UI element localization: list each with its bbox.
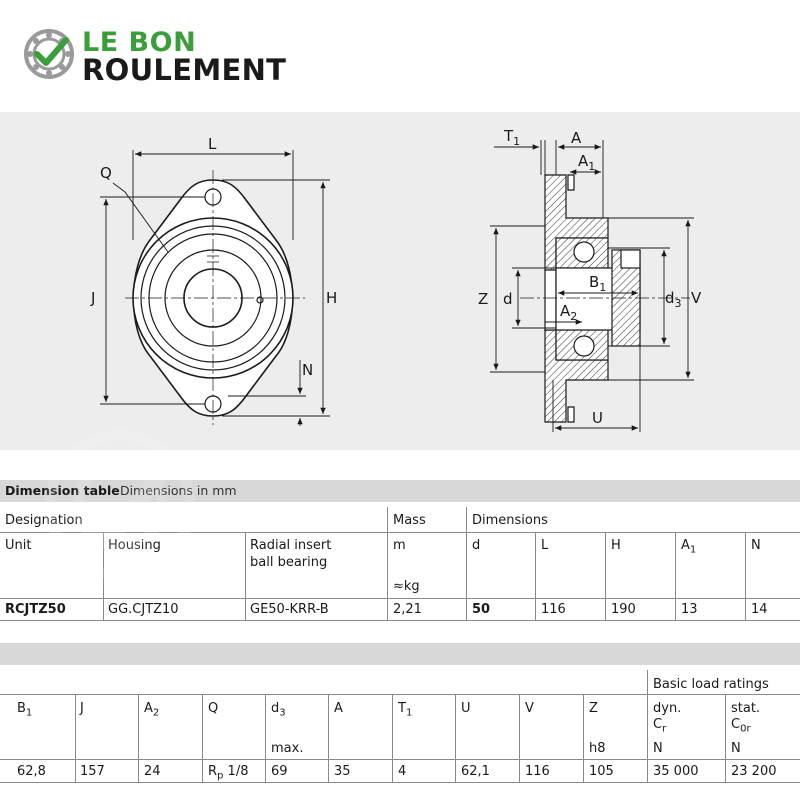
dimension-table-title-bar bbox=[0, 480, 800, 502]
label-J: J bbox=[91, 289, 96, 307]
col-C0r: $C_{0r}$ bbox=[731, 717, 751, 735]
cell-insert: GE50-KRR-B bbox=[250, 602, 329, 617]
col-insert-line1: Radial insert bbox=[250, 538, 332, 553]
col-d3-note: max. bbox=[271, 741, 304, 756]
col-insert-line2: ball bearing bbox=[250, 555, 328, 570]
technical-drawing bbox=[0, 112, 800, 450]
dimension-table-title: Dimension table bbox=[5, 483, 120, 498]
label-d3: $d_3$ bbox=[665, 289, 682, 310]
cell-d: 50 bbox=[472, 602, 491, 617]
col-Z-note: h8 bbox=[589, 741, 606, 756]
cell-unit: RCJTZ50 bbox=[5, 602, 66, 617]
col-A2: $A_2$ bbox=[144, 701, 160, 719]
cell-H: 190 bbox=[611, 602, 636, 617]
label-d: d bbox=[503, 290, 513, 308]
label-Z: Z bbox=[478, 290, 489, 308]
page-header bbox=[0, 0, 800, 112]
col-B1: $B_1$ bbox=[17, 701, 33, 719]
group-load-ratings: Basic load ratings bbox=[653, 677, 769, 692]
cell-J: 157 bbox=[80, 764, 105, 779]
col-J: J bbox=[80, 701, 84, 716]
col-Q: Q bbox=[208, 701, 219, 716]
label-V: V bbox=[691, 289, 702, 307]
cell-A: 35 bbox=[334, 764, 351, 779]
cell-T1: 4 bbox=[398, 764, 407, 779]
cell-housing: GG.CJTZ10 bbox=[108, 602, 179, 617]
cell-A2: 24 bbox=[144, 764, 161, 779]
label-L: L bbox=[208, 135, 217, 153]
col-mass-unit: ≈kg bbox=[393, 579, 420, 594]
cell-Cr: 35 000 bbox=[653, 764, 699, 779]
cell-Z: 105 bbox=[589, 764, 614, 779]
col-A: A bbox=[334, 701, 343, 716]
label-B1: $B_1$ bbox=[589, 273, 607, 294]
group-mass: Mass bbox=[393, 513, 426, 528]
dimension-table-subtitle: · Dimensions in mm bbox=[112, 483, 237, 498]
col-H: H bbox=[611, 538, 621, 553]
col-mass-m: m bbox=[393, 538, 406, 553]
cell-B1: 62,8 bbox=[17, 764, 46, 779]
cell-C0r: 23 200 bbox=[731, 764, 777, 779]
col-Cr-unit: N bbox=[653, 741, 663, 756]
col-housing: Housing bbox=[108, 538, 161, 553]
front-view bbox=[125, 170, 305, 425]
col-N: N bbox=[751, 538, 761, 553]
col-U: U bbox=[461, 701, 471, 716]
col-dyn: dyn. bbox=[653, 701, 682, 716]
label-T1: $T_1$ bbox=[504, 127, 521, 148]
label-Q: Q bbox=[100, 164, 112, 182]
col-A1: $A_1$ bbox=[681, 538, 697, 556]
cell-A1: 13 bbox=[681, 602, 698, 617]
label-H: H bbox=[326, 289, 338, 307]
check-bearing-icon bbox=[22, 26, 78, 82]
group-dimensions: Dimensions bbox=[472, 513, 548, 528]
col-L: L bbox=[541, 538, 549, 553]
cell-U: 62,1 bbox=[461, 764, 490, 779]
col-unit: Unit bbox=[5, 538, 32, 553]
cell-Q: $R_p$ 1/8 bbox=[208, 764, 249, 782]
label-N: N bbox=[302, 361, 314, 379]
col-Cr: $C_r$ bbox=[653, 717, 667, 735]
col-V: V bbox=[525, 701, 534, 716]
cell-d3: 69 bbox=[271, 764, 288, 779]
drawing-svg bbox=[0, 112, 800, 450]
table-2-separator-bar bbox=[0, 643, 800, 665]
label-A: A bbox=[571, 129, 582, 147]
col-d3: $d_3$ bbox=[271, 701, 286, 719]
group-designation: Designation bbox=[5, 513, 83, 528]
col-d: d bbox=[472, 538, 481, 553]
brand-logo bbox=[22, 26, 302, 86]
cell-N: 14 bbox=[751, 602, 768, 617]
cell-L: 116 bbox=[541, 602, 566, 617]
col-stat: stat. bbox=[731, 701, 761, 716]
label-U: U bbox=[592, 409, 603, 427]
brand-line1: LE BON bbox=[82, 27, 197, 58]
label-A1: $A_1$ bbox=[578, 152, 596, 173]
label-A2: $A_2$ bbox=[560, 302, 578, 323]
cell-mass: 2,21 bbox=[393, 602, 422, 617]
col-C0r-unit: N bbox=[731, 741, 741, 756]
col-T1: $T_1$ bbox=[398, 701, 413, 719]
col-Z: Z bbox=[589, 701, 598, 716]
brand-line2: ROULEMENT bbox=[82, 53, 287, 87]
cell-V: 116 bbox=[525, 764, 550, 779]
